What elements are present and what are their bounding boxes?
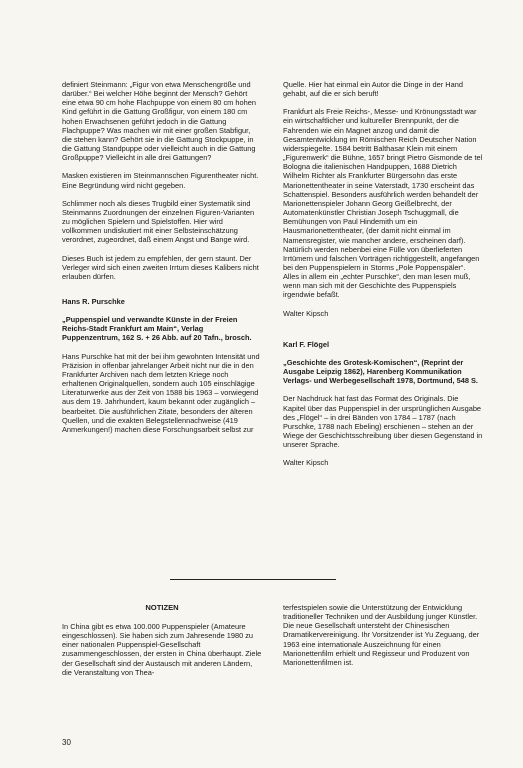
paragraph: Dieses Buch ist jedem zu empfehlen, der gern staunt. Der Verleger wird sich einen zweiten Irrtum dieses Kalibers nicht erlauben dürfen. — [62, 253, 259, 281]
notizen-left-column — [62, 622, 262, 686]
paragraph: Hans Purschke hat mit der bei ihm gewohnten Intensität und Präzision in offenbar jahrelanger Arbeit nicht nur die in den Frankfurter Archiven nach dem letzten Kriege noch erhaltenen Originalquellen, sondern auch 105 einschlägige Literaturwerke aus der Zeit von 1588 bis 1963 – vorwiegend aus dem 19. Jahrhundert, kaum bekannt oder zugänglich – bearbeitet. Die ausführlichen Zitate, besonders der älteren Quellen, und die exakten Belegstellennachweise (419 Anmerkungen!) machen diese Forschungsarbeit selbst zur — [62, 351, 260, 434]
paragraph: Quelle. Hier hat einmal ein Autor die Dinge in der Hand gehabt, auf die er sich beruft! — [283, 80, 463, 99]
reviewer-heading: Karl F. Flögel — [283, 339, 329, 349]
signature: Walter Kipsch — [283, 308, 329, 318]
book-reference: „Puppenspiel und verwandte Künste in der Freien Reichs-Stadt Frankfurt am Main“, Verlag Puppenzentrum, 162 S. + 26 Abb. auf 20 Tafn., brosch. — [62, 315, 252, 343]
paragraph: definiert Steinmann: „Figur von etwa Menschengröße und darüber.“ Bei welcher Höhe beginnt der Mensch? Gehört eine etwa 90 cm hohe Flachpuppe von einem 80 cm hohen Kind geführt in die Gattung Großfigur, von einem 180 cm hohen Erwachsenen geführt jedoch in die Gattung Flachpuppe? Was machen wir mit einer großen Stabfigur, die stehen kann? Gehört sie in die Gattung Stockpuppe, in die Gattung Standpuppe oder vielleicht auch in die Gattung Großpuppe? Vielleicht in alle drei Gattungen? — [62, 80, 256, 163]
left-column — [62, 80, 262, 443]
notizen-heading: NOTIZEN — [145, 603, 179, 612]
page-number: 30 — [62, 738, 71, 747]
paragraph: Frankfurt als Freie Reichs-, Messe- und Krönungsstadt war ein wirtschaftlicher und kultureller Brennpunkt, der die Fahrenden wie ein Magnet anzog und damit die Gesamtentwicklung im Römischen Reich Deutscher Nation widerspiegelte. 1584 betritt Balthasar Klein mit einem „Figurenwerk“ die Bühne, 1657 bringt Pietro Gismonde de tel Bologna die italienischen Handpuppen, 1688 Dietrich Wilhelm Richter als Frankfurter Bürgersohn das erste Marionettentheater in seine Vaterstadt, 1730 erscheint das Schattenspiel. Besonders ausführlich werden behandelt der Marionettenspieler Johann Georg Geißelbrecht, der Automatenkünstler Christian Joseph Tschuggmall, die Bemühungen von Paul Hindemith um ein Hausmarionettentheater, (der damit nicht einmal im Namensregister, wie mancher andere, erscheinen darf). Natürlich werden nebenbei eine Fülle von überlieferten Irrtümern und falschen Vorträgen richtiggestellt, angefangen bei den Puppenspielern in Storms „Pole Poppenspäler“. Alles in allem ein „echter Purschke“, den man lesen muß, wenn man sich mit der Geschichte des Puppenspiels irgendwie befaßt. — [283, 107, 483, 300]
paragraph: Masken existieren im Steinmannschen Figurentheater nicht. Eine Begründung wird nicht gegeben. — [62, 171, 259, 190]
signature: Walter Kipsch — [283, 458, 329, 468]
paragraph: terfestspielen sowie die Unterstützung der Entwicklung traditioneller Techniken und der Ausbildung junger Künstler. Die neue Gesellschaft untersteht der Chinesischen Dramatikervereinigung. Ihr Vorsitzender ist Yu Zeguang, der 1963 eine internationale Auszeichnung für einen Marionettenfilm erhielt und Regisseur und Produzent von Marionettenfilmen ist. — [283, 603, 480, 667]
section-divider — [170, 579, 336, 580]
right-column — [283, 80, 483, 476]
paragraph: Schlimmer noch als dieses Trugbild einer Systematik sind Steinmanns Zuordnungen der einzelnen Figuren-Varianten zu möglichen Spielern und Spielstoffen. Hier wird vollkommen undiskutiert mit einer Selbsteinschätzung verordnet, zugeordnet, daß einem Angst und Bange wird. — [62, 198, 255, 245]
paragraph: In China gibt es etwa 100.000 Puppenspieler (Amateure eingeschlossen). Sie haben sich zum Jahresende 1980 zu einer nationalen Puppenspiel-Gesellschaft zusammengeschlossen, der ersten in China überhaupt. Ziele der Gesellschaft sind der Austausch mit anderen Ländern, die Veranstaltung von Thea- — [62, 622, 262, 677]
paragraph: Der Nachdruck hat fast das Format des Originals. Die Kapitel über das Puppenspiel in der ursprünglichen Ausgabe des „Flögel“ – in drei Bänden von 1784 – 1787 (nach Purschke, 1788 nach Ebeling) erschienen – stehen an der Wiege der Geschichtsschreibung über diesen Gegenstand in unserer Sprache. — [283, 394, 483, 450]
reviewer-heading: Hans R. Purschke — [62, 296, 125, 306]
book-reference: „Geschichte des Grotesk-Komischen“, (Reprint der Ausgabe Leipzig 1862), Harenberg Kommunikation Verlags- und Werbegesellschaft 1978, Dortmund, 548 S. — [283, 357, 478, 386]
notizen-right-column — [283, 603, 483, 676]
